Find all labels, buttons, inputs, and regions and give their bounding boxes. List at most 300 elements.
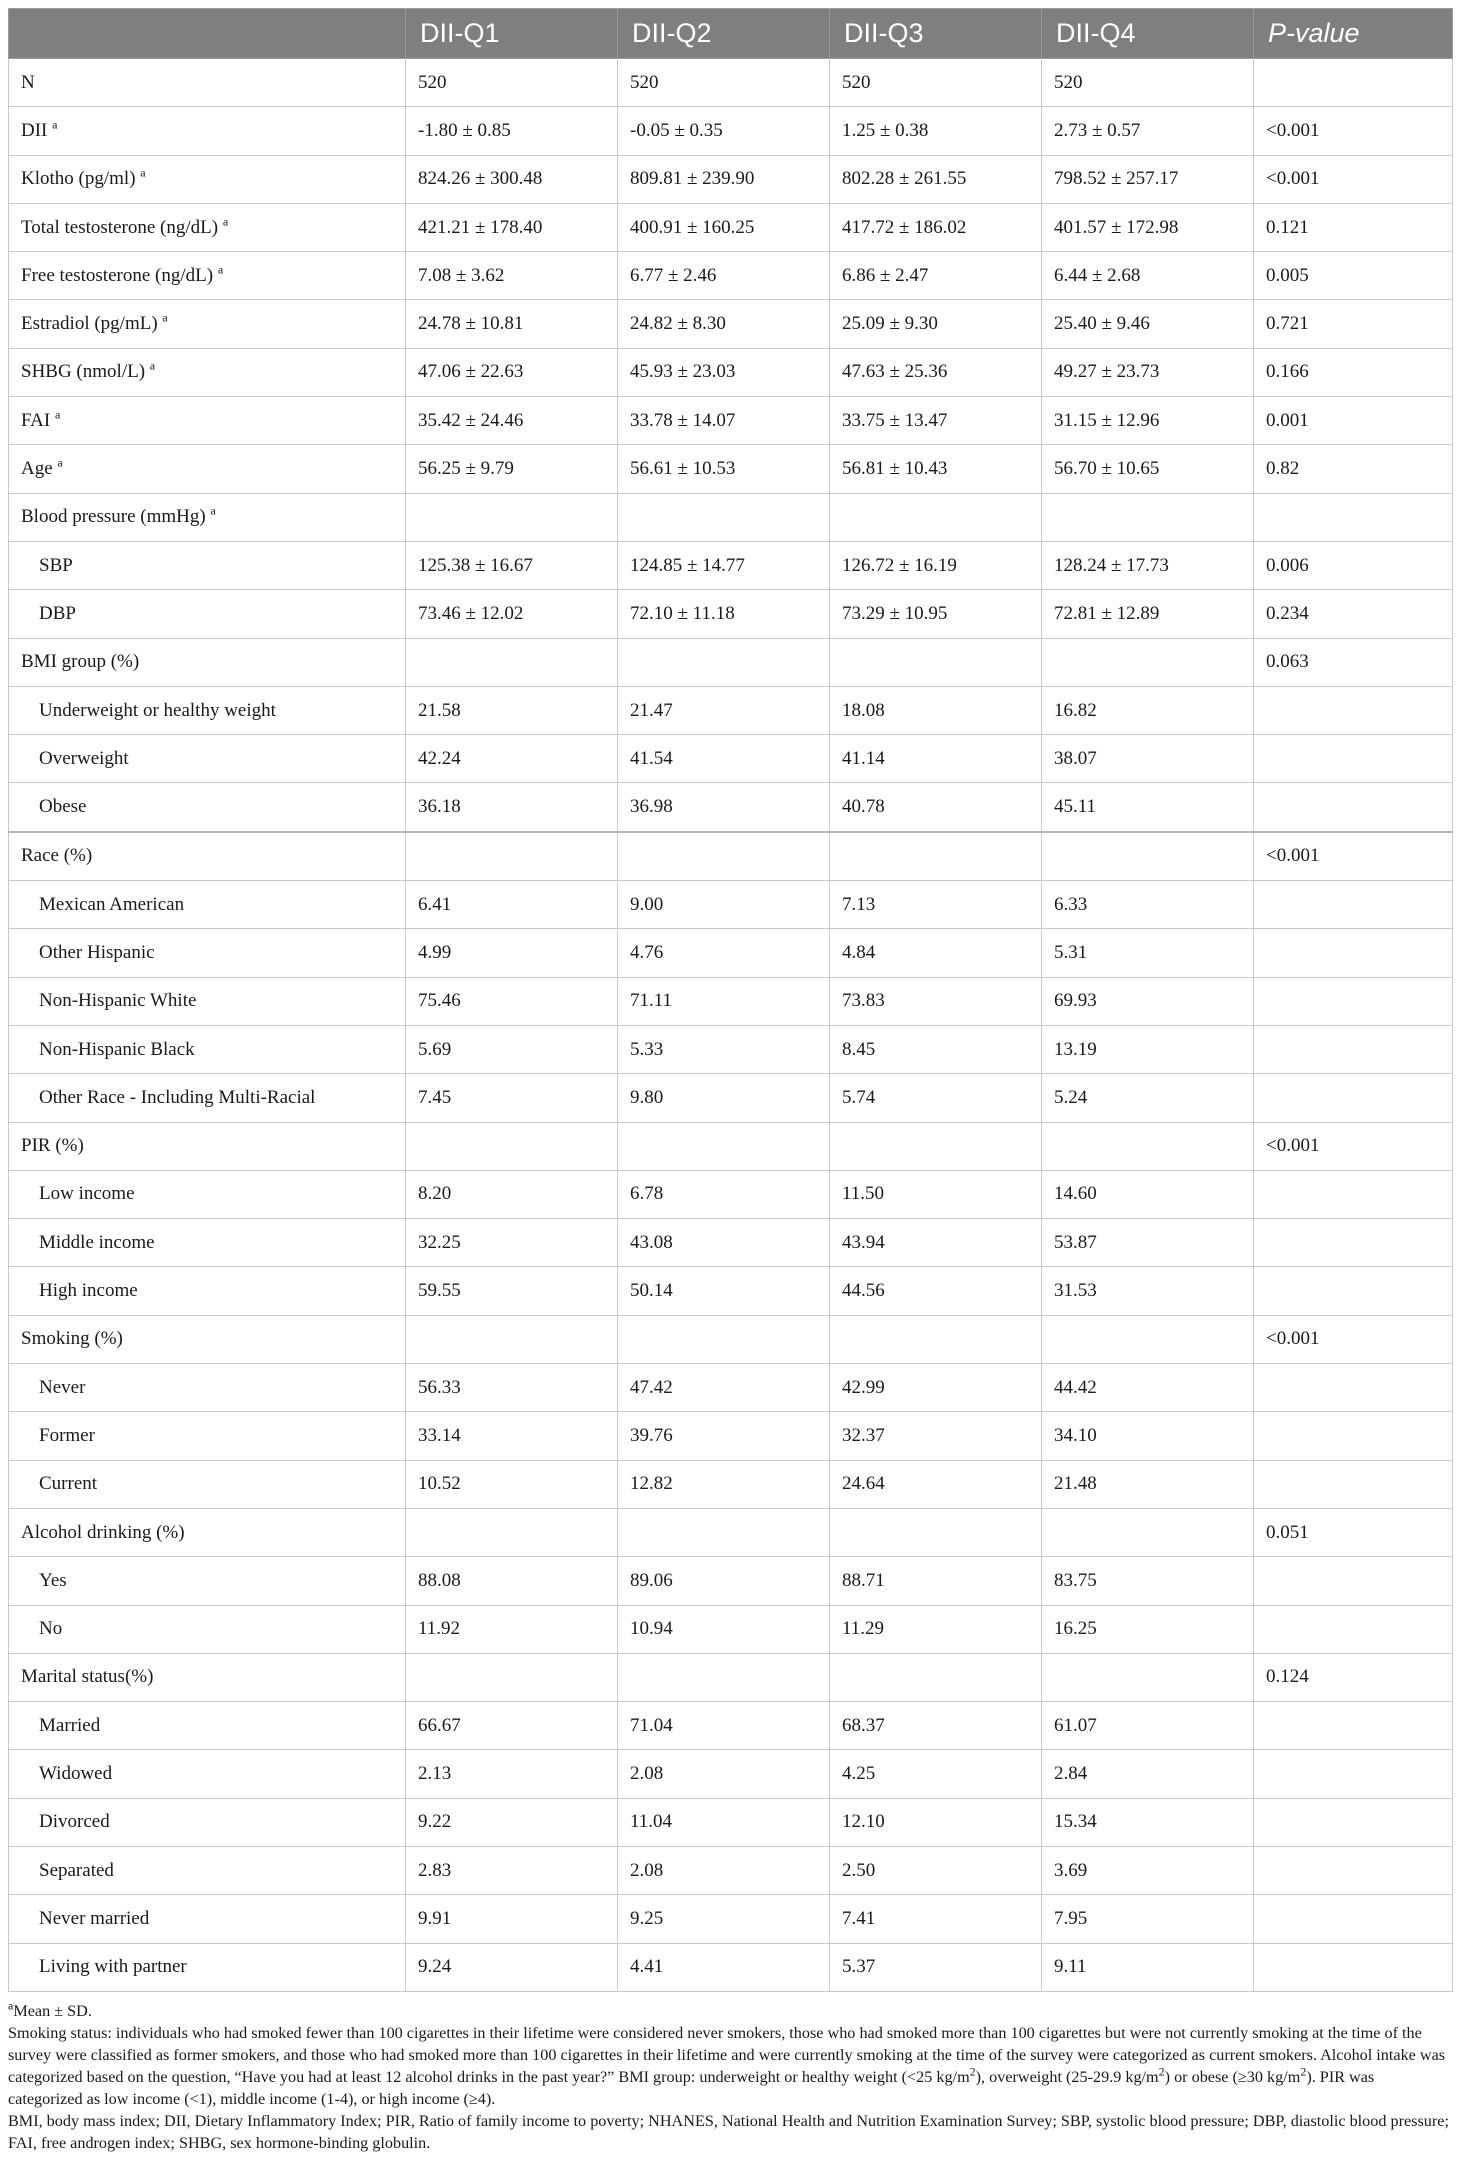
cell-dii-q4: 3.69 bbox=[1042, 1846, 1254, 1894]
cell-dii-q3: 33.75 ± 13.47 bbox=[830, 397, 1042, 445]
row-label bbox=[9, 638, 406, 686]
row-label-text: FAI bbox=[21, 409, 51, 431]
cell-dii-q4: 72.81 ± 12.89 bbox=[1042, 590, 1254, 638]
cell-p-value bbox=[1254, 1170, 1453, 1218]
cell-dii-q1: 9.22 bbox=[406, 1798, 618, 1846]
cell-dii-q2: 124.85 ± 14.77 bbox=[618, 541, 830, 589]
cell-p-value: 0.006 bbox=[1254, 541, 1453, 589]
row-label-text: SHBG (nmol/L) bbox=[21, 361, 146, 383]
cell-dii-q2: 71.04 bbox=[618, 1702, 830, 1750]
footnote-marker: a bbox=[222, 214, 229, 229]
table-row bbox=[9, 348, 1453, 396]
cell-dii-q2: 9.25 bbox=[618, 1895, 830, 1943]
cell-dii-q4: 9.11 bbox=[1042, 1943, 1254, 1991]
cell-dii-q2: 72.10 ± 11.18 bbox=[618, 590, 830, 638]
cell-dii-q1: 47.06 ± 22.63 bbox=[406, 348, 618, 396]
cell-dii-q2: 9.00 bbox=[618, 881, 830, 929]
cell-dii-q2: 47.42 bbox=[618, 1364, 830, 1412]
cell-dii-q3: 47.63 ± 25.36 bbox=[830, 348, 1042, 396]
cell-dii-q4: 44.42 bbox=[1042, 1364, 1254, 1412]
cell-dii-q4: 49.27 ± 23.73 bbox=[1042, 348, 1254, 396]
cell-dii-q1: 4.99 bbox=[406, 929, 618, 977]
cell-p-value: 0.121 bbox=[1254, 203, 1453, 251]
cell-dii-q2: 4.76 bbox=[618, 929, 830, 977]
cell-dii-q3: 88.71 bbox=[830, 1557, 1042, 1605]
row-label-text: N bbox=[21, 71, 35, 93]
cell-p-value: 0.234 bbox=[1254, 590, 1453, 638]
cell-dii-q4: 69.93 bbox=[1042, 977, 1254, 1025]
cell-p-value bbox=[1254, 1364, 1453, 1412]
row-label-text: Klotho (pg/ml) bbox=[21, 168, 136, 190]
row-label bbox=[9, 1460, 406, 1508]
cell-p-value: <0.001 bbox=[1254, 1122, 1453, 1170]
cell-p-value bbox=[1254, 1605, 1453, 1653]
row-label bbox=[9, 929, 406, 977]
cell-dii-q2: 809.81 ± 239.90 bbox=[618, 155, 830, 203]
row-label-text: Living with partner bbox=[39, 1956, 187, 1978]
cell-dii-q4: 6.44 ± 2.68 bbox=[1042, 252, 1254, 300]
row-label-text: Current bbox=[39, 1473, 98, 1495]
table-row bbox=[9, 1557, 1453, 1605]
row-label-text: Age bbox=[21, 458, 53, 480]
cell-dii-q3: 56.81 ± 10.43 bbox=[830, 445, 1042, 493]
cell-p-value bbox=[1254, 1557, 1453, 1605]
row-label-text: Never married bbox=[39, 1907, 150, 1929]
cell-p-value: <0.001 bbox=[1254, 155, 1453, 203]
cell-p-value bbox=[1254, 1798, 1453, 1846]
row-label-text: Mexican American bbox=[39, 893, 185, 915]
table-row bbox=[9, 638, 1453, 686]
cell-dii-q4: 15.34 bbox=[1042, 1798, 1254, 1846]
row-label-text: Underweight or healthy weight bbox=[39, 699, 276, 721]
table-row bbox=[9, 1219, 1453, 1267]
cell-p-value: 0.005 bbox=[1254, 252, 1453, 300]
cell-dii-q4: 31.15 ± 12.96 bbox=[1042, 397, 1254, 445]
cell-dii-q4 bbox=[1042, 638, 1254, 686]
table-row bbox=[9, 1895, 1453, 1943]
row-label-text: Smoking (%) bbox=[21, 1328, 123, 1350]
cell-dii-q1: 2.83 bbox=[406, 1846, 618, 1894]
cell-dii-q4: 5.24 bbox=[1042, 1074, 1254, 1122]
cell-dii-q1: 2.13 bbox=[406, 1750, 618, 1798]
row-label bbox=[9, 1702, 406, 1750]
row-label bbox=[9, 1122, 406, 1170]
cell-dii-q1: 9.24 bbox=[406, 1943, 618, 1991]
row-label-text: No bbox=[39, 1618, 63, 1640]
cell-dii-q1 bbox=[406, 638, 618, 686]
cell-dii-q3: 24.64 bbox=[830, 1460, 1042, 1508]
row-label bbox=[9, 832, 406, 881]
cell-dii-q2: 24.82 ± 8.30 bbox=[618, 300, 830, 348]
cell-dii-q4: 56.70 ± 10.65 bbox=[1042, 445, 1254, 493]
table-row bbox=[9, 1170, 1453, 1218]
cell-dii-q2: 9.80 bbox=[618, 1074, 830, 1122]
table-row bbox=[9, 1508, 1453, 1556]
cell-p-value: 0.051 bbox=[1254, 1508, 1453, 1556]
row-label-text: Married bbox=[39, 1714, 101, 1736]
cell-dii-q1: 11.92 bbox=[406, 1605, 618, 1653]
cell-p-value bbox=[1254, 735, 1453, 783]
cell-dii-q2: 41.54 bbox=[618, 735, 830, 783]
cell-dii-q1: 75.46 bbox=[406, 977, 618, 1025]
header-dii-q3: DII-Q3 bbox=[830, 9, 1042, 59]
cell-dii-q1: 35.42 ± 24.46 bbox=[406, 397, 618, 445]
footnote-abbreviations: BMI, body mass index; DII, Dietary Inflammatory Index; PIR, Ratio of family income to poverty; NHANES, National Health and Nutrition Examination Survey; SBP, systolic blood pressure; DBP, diastolic blood pressure; FAI, free androgen index; SHBG, sex hormone-binding globulin. bbox=[8, 2111, 1449, 2152]
footnote-text-segment: ) or obese (≥30 kg/m bbox=[1164, 2067, 1301, 2086]
row-label bbox=[9, 541, 406, 589]
row-label-text: Non-Hispanic White bbox=[39, 990, 197, 1012]
cell-dii-q2: 43.08 bbox=[618, 1219, 830, 1267]
cell-dii-q2: 6.78 bbox=[618, 1170, 830, 1218]
cell-dii-q3: 41.14 bbox=[830, 735, 1042, 783]
table-row bbox=[9, 1267, 1453, 1315]
cell-dii-q4: 16.82 bbox=[1042, 686, 1254, 734]
cell-dii-q1: 7.08 ± 3.62 bbox=[406, 252, 618, 300]
cell-dii-q4: 25.40 ± 9.46 bbox=[1042, 300, 1254, 348]
cell-dii-q3: 4.84 bbox=[830, 929, 1042, 977]
row-label bbox=[9, 59, 406, 107]
table-row bbox=[9, 1315, 1453, 1363]
cell-dii-q4 bbox=[1042, 1122, 1254, 1170]
cell-dii-q2: 4.41 bbox=[618, 1943, 830, 1991]
cell-dii-q2 bbox=[618, 1315, 830, 1363]
row-label bbox=[9, 686, 406, 734]
table-body bbox=[9, 59, 1453, 1992]
cell-dii-q1 bbox=[406, 1315, 618, 1363]
table-row bbox=[9, 203, 1453, 251]
row-label bbox=[9, 1943, 406, 1991]
superscript-exponent: 2 bbox=[1300, 2064, 1307, 2079]
table-row bbox=[9, 1750, 1453, 1798]
row-label-text: Race (%) bbox=[21, 845, 93, 867]
row-label bbox=[9, 1170, 406, 1218]
cell-dii-q1: 21.58 bbox=[406, 686, 618, 734]
cell-dii-q3: 12.10 bbox=[830, 1798, 1042, 1846]
cell-dii-q1: 56.33 bbox=[406, 1364, 618, 1412]
footnote-marker: a bbox=[54, 407, 61, 422]
table-row bbox=[9, 1943, 1453, 1991]
cell-p-value bbox=[1254, 1460, 1453, 1508]
row-label-text: Overweight bbox=[39, 747, 129, 769]
row-label-text: Widowed bbox=[39, 1763, 113, 1785]
cell-p-value bbox=[1254, 1267, 1453, 1315]
cell-p-value: <0.001 bbox=[1254, 832, 1453, 881]
table-row bbox=[9, 1364, 1453, 1412]
cell-dii-q3: 1.25 ± 0.38 bbox=[830, 107, 1042, 155]
cell-dii-q2: 21.47 bbox=[618, 686, 830, 734]
row-label-text: Alcohol drinking (%) bbox=[21, 1521, 185, 1543]
table-row bbox=[9, 1460, 1453, 1508]
cell-dii-q2: 39.76 bbox=[618, 1412, 830, 1460]
cell-dii-q3 bbox=[830, 493, 1042, 541]
footnote-a-text: Mean ± SD. bbox=[13, 2001, 92, 2020]
row-label bbox=[9, 1605, 406, 1653]
table-row bbox=[9, 832, 1453, 881]
cell-dii-q3: 73.29 ± 10.95 bbox=[830, 590, 1042, 638]
cell-p-value bbox=[1254, 1943, 1453, 1991]
cell-dii-q3: 2.50 bbox=[830, 1846, 1042, 1894]
row-label-text: Free testosterone (ng/dL) bbox=[21, 264, 214, 286]
cell-dii-q2 bbox=[618, 1122, 830, 1170]
row-label bbox=[9, 1750, 406, 1798]
table-row bbox=[9, 445, 1453, 493]
cell-dii-q4: 83.75 bbox=[1042, 1557, 1254, 1605]
cell-p-value bbox=[1254, 493, 1453, 541]
cell-dii-q1: 5.69 bbox=[406, 1025, 618, 1073]
cell-dii-q2 bbox=[618, 638, 830, 686]
row-label bbox=[9, 1219, 406, 1267]
cell-p-value: 0.82 bbox=[1254, 445, 1453, 493]
row-label-text: DII bbox=[21, 119, 48, 141]
row-label-text: Middle income bbox=[39, 1231, 155, 1253]
cell-dii-q2: 50.14 bbox=[618, 1267, 830, 1315]
cell-p-value bbox=[1254, 1846, 1453, 1894]
row-label-text: Other Hispanic bbox=[39, 941, 155, 963]
row-label-text: Estradiol (pg/mL) bbox=[21, 313, 158, 335]
cell-dii-q2: 400.91 ± 160.25 bbox=[618, 203, 830, 251]
cell-p-value bbox=[1254, 1219, 1453, 1267]
row-label bbox=[9, 1508, 406, 1556]
cell-p-value: <0.001 bbox=[1254, 1315, 1453, 1363]
cell-dii-q3: 25.09 ± 9.30 bbox=[830, 300, 1042, 348]
table-row bbox=[9, 1074, 1453, 1122]
cell-dii-q1: 42.24 bbox=[406, 735, 618, 783]
cell-dii-q3: 126.72 ± 16.19 bbox=[830, 541, 1042, 589]
row-label bbox=[9, 1364, 406, 1412]
table-footnotes bbox=[8, 2000, 1452, 2154]
row-label-text: Total testosterone (ng/dL) bbox=[21, 216, 219, 238]
cell-dii-q4: 2.84 bbox=[1042, 1750, 1254, 1798]
cell-p-value bbox=[1254, 1702, 1453, 1750]
cell-dii-q3: 5.74 bbox=[830, 1074, 1042, 1122]
cell-dii-q3: 11.29 bbox=[830, 1605, 1042, 1653]
cell-dii-q1: 520 bbox=[406, 59, 618, 107]
row-label bbox=[9, 1074, 406, 1122]
footnote-marker: a bbox=[162, 310, 168, 325]
cell-p-value bbox=[1254, 1412, 1453, 1460]
row-label bbox=[9, 1025, 406, 1073]
row-label-text: Marital status(%) bbox=[21, 1666, 154, 1688]
cell-dii-q3: 44.56 bbox=[830, 1267, 1042, 1315]
cell-dii-q1: 125.38 ± 16.67 bbox=[406, 541, 618, 589]
cell-dii-q2: 33.78 ± 14.07 bbox=[618, 397, 830, 445]
cell-p-value bbox=[1254, 1895, 1453, 1943]
cell-dii-q4: 31.53 bbox=[1042, 1267, 1254, 1315]
cell-dii-q3: 5.37 bbox=[830, 1943, 1042, 1991]
table-row bbox=[9, 1025, 1453, 1073]
table-row bbox=[9, 735, 1453, 783]
cell-dii-q4: 16.25 bbox=[1042, 1605, 1254, 1653]
row-label bbox=[9, 977, 406, 1025]
table-header-row bbox=[9, 9, 1453, 59]
document bbox=[8, 8, 1452, 2154]
header-dii-q4: DII-Q4 bbox=[1042, 9, 1254, 59]
row-label-text: DBP bbox=[39, 602, 76, 624]
cell-dii-q4 bbox=[1042, 493, 1254, 541]
row-label-text: Other Race - Including Multi-Racial bbox=[39, 1086, 316, 1108]
cell-dii-q3 bbox=[830, 1122, 1042, 1170]
cell-dii-q1 bbox=[406, 1508, 618, 1556]
footnote-definitions bbox=[8, 2022, 1452, 2110]
row-label-text: BMI group (%) bbox=[21, 651, 140, 673]
cell-dii-q4: 38.07 bbox=[1042, 735, 1254, 783]
cell-dii-q3: 18.08 bbox=[830, 686, 1042, 734]
row-label bbox=[9, 445, 406, 493]
cell-dii-q3: 32.37 bbox=[830, 1412, 1042, 1460]
cell-dii-q2: 520 bbox=[618, 59, 830, 107]
cell-dii-q1: 10.52 bbox=[406, 1460, 618, 1508]
row-label bbox=[9, 783, 406, 832]
cell-p-value bbox=[1254, 59, 1453, 107]
row-label-text: SBP bbox=[39, 554, 73, 576]
cell-dii-q4 bbox=[1042, 832, 1254, 881]
cell-dii-q4: 13.19 bbox=[1042, 1025, 1254, 1073]
row-label bbox=[9, 203, 406, 251]
cell-dii-q4: 5.31 bbox=[1042, 929, 1254, 977]
row-label-text: PIR (%) bbox=[21, 1135, 84, 1157]
cell-dii-q4: 34.10 bbox=[1042, 1412, 1254, 1460]
cell-dii-q2: 71.11 bbox=[618, 977, 830, 1025]
cell-dii-q4: 798.52 ± 257.17 bbox=[1042, 155, 1254, 203]
table-row bbox=[9, 881, 1453, 929]
cell-dii-q1: 421.21 ± 178.40 bbox=[406, 203, 618, 251]
cell-dii-q2 bbox=[618, 493, 830, 541]
cell-dii-q4: 2.73 ± 0.57 bbox=[1042, 107, 1254, 155]
row-label-text: Blood pressure (mmHg) bbox=[21, 506, 206, 528]
row-label-text: Never bbox=[39, 1376, 86, 1398]
cell-dii-q1: 24.78 ± 10.81 bbox=[406, 300, 618, 348]
footnote-text-segment: Smoking status: individuals who had smoked fewer than 100 cigarettes in their lifetime were considered never smokers, those who had smoked more than 100 cigarettes but were not currently smoking at the time of the survey were classified as former smokers, and those who had smoked more than 100 cigarettes in their lifetime and were currently smoking at the time of the survey were categorized as current smokers. Alcohol intake was categorized based on the question, “Have you had at least 12 alcohol drinks in the past year?” BMI group: underweight or healthy weight (<25 kg/m bbox=[8, 2023, 1446, 2086]
cell-dii-q3: 417.72 ± 186.02 bbox=[830, 203, 1042, 251]
table-row bbox=[9, 590, 1453, 638]
cell-dii-q4 bbox=[1042, 1315, 1254, 1363]
row-label-text: Yes bbox=[39, 1569, 67, 1591]
cell-dii-q1: 66.67 bbox=[406, 1702, 618, 1750]
cell-dii-q2: 6.77 ± 2.46 bbox=[618, 252, 830, 300]
cell-dii-q1: 7.45 bbox=[406, 1074, 618, 1122]
cell-dii-q1 bbox=[406, 493, 618, 541]
row-label bbox=[9, 1557, 406, 1605]
cell-p-value bbox=[1254, 1025, 1453, 1073]
cell-dii-q1: 33.14 bbox=[406, 1412, 618, 1460]
footnote-marker: a bbox=[140, 165, 146, 180]
superscript-exponent: 2 bbox=[1158, 2064, 1165, 2079]
cell-p-value: 0.001 bbox=[1254, 397, 1453, 445]
cell-dii-q1 bbox=[406, 1653, 618, 1701]
table-row bbox=[9, 1846, 1453, 1894]
cell-dii-q3: 520 bbox=[830, 59, 1042, 107]
table-row bbox=[9, 1702, 1453, 1750]
cell-dii-q4 bbox=[1042, 1508, 1254, 1556]
row-label bbox=[9, 881, 406, 929]
cell-dii-q1: 9.91 bbox=[406, 1895, 618, 1943]
cell-p-value: 0.166 bbox=[1254, 348, 1453, 396]
cell-dii-q3: 43.94 bbox=[830, 1219, 1042, 1267]
cell-dii-q1: -1.80 ± 0.85 bbox=[406, 107, 618, 155]
table-row bbox=[9, 397, 1453, 445]
cell-dii-q2 bbox=[618, 832, 830, 881]
row-label bbox=[9, 1267, 406, 1315]
row-label bbox=[9, 397, 406, 445]
cell-dii-q3: 4.25 bbox=[830, 1750, 1042, 1798]
table-row bbox=[9, 252, 1453, 300]
superscript-exponent: 2 bbox=[969, 2064, 976, 2079]
cell-dii-q4: 401.57 ± 172.98 bbox=[1042, 203, 1254, 251]
cell-dii-q3 bbox=[830, 1315, 1042, 1363]
cell-dii-q4: 21.48 bbox=[1042, 1460, 1254, 1508]
cell-p-value: <0.001 bbox=[1254, 107, 1453, 155]
cell-p-value: 0.721 bbox=[1254, 300, 1453, 348]
footnote-marker: a bbox=[217, 262, 224, 277]
cell-dii-q4: 53.87 bbox=[1042, 1219, 1254, 1267]
row-label-text: Divorced bbox=[39, 1811, 110, 1833]
header-p-value: P-value bbox=[1254, 9, 1453, 59]
row-label bbox=[9, 1798, 406, 1846]
cell-dii-q3: 6.86 ± 2.47 bbox=[830, 252, 1042, 300]
cell-p-value: 0.124 bbox=[1254, 1653, 1453, 1701]
cell-dii-q1: 6.41 bbox=[406, 881, 618, 929]
footnote-text-segment: ), overweight (25-29.9 kg/m bbox=[975, 2067, 1159, 2086]
cell-dii-q2 bbox=[618, 1653, 830, 1701]
row-label bbox=[9, 735, 406, 783]
cell-dii-q2: 36.98 bbox=[618, 783, 830, 832]
table-row bbox=[9, 977, 1453, 1025]
row-label-text: Former bbox=[39, 1424, 95, 1446]
row-label bbox=[9, 300, 406, 348]
cell-dii-q4: 128.24 ± 17.73 bbox=[1042, 541, 1254, 589]
table-row bbox=[9, 929, 1453, 977]
cell-dii-q2: 45.93 ± 23.03 bbox=[618, 348, 830, 396]
row-label bbox=[9, 1653, 406, 1701]
cell-dii-q1 bbox=[406, 1122, 618, 1170]
row-label-text: Low income bbox=[39, 1183, 135, 1205]
row-label-text: Non-Hispanic Black bbox=[39, 1038, 195, 1060]
cell-dii-q3: 7.13 bbox=[830, 881, 1042, 929]
cell-p-value bbox=[1254, 1074, 1453, 1122]
cell-dii-q3 bbox=[830, 638, 1042, 686]
cell-dii-q4: 45.11 bbox=[1042, 783, 1254, 832]
row-label bbox=[9, 107, 406, 155]
cell-dii-q2: 56.61 ± 10.53 bbox=[618, 445, 830, 493]
table-row bbox=[9, 107, 1453, 155]
row-label-text: High income bbox=[39, 1280, 138, 1302]
row-label bbox=[9, 590, 406, 638]
row-label bbox=[9, 1895, 406, 1943]
cell-dii-q2: 12.82 bbox=[618, 1460, 830, 1508]
row-label-text: Separated bbox=[39, 1859, 114, 1881]
footnote-marker: a bbox=[57, 455, 63, 470]
cell-dii-q2 bbox=[618, 1508, 830, 1556]
row-label bbox=[9, 1846, 406, 1894]
cell-dii-q4: 6.33 bbox=[1042, 881, 1254, 929]
cell-p-value bbox=[1254, 783, 1453, 832]
cell-dii-q3: 11.50 bbox=[830, 1170, 1042, 1218]
footnote-a bbox=[8, 2000, 1452, 2022]
table-row bbox=[9, 1412, 1453, 1460]
cell-dii-q3: 802.28 ± 261.55 bbox=[830, 155, 1042, 203]
row-label bbox=[9, 252, 406, 300]
cell-p-value bbox=[1254, 686, 1453, 734]
cell-dii-q3: 7.41 bbox=[830, 1895, 1042, 1943]
cell-dii-q2: 5.33 bbox=[618, 1025, 830, 1073]
table-row bbox=[9, 1122, 1453, 1170]
cell-dii-q3: 42.99 bbox=[830, 1364, 1042, 1412]
cell-p-value bbox=[1254, 881, 1453, 929]
table-row bbox=[9, 1798, 1453, 1846]
cell-dii-q2: -0.05 ± 0.35 bbox=[618, 107, 830, 155]
cell-dii-q4: 7.95 bbox=[1042, 1895, 1254, 1943]
footnote-marker: a bbox=[52, 117, 58, 132]
